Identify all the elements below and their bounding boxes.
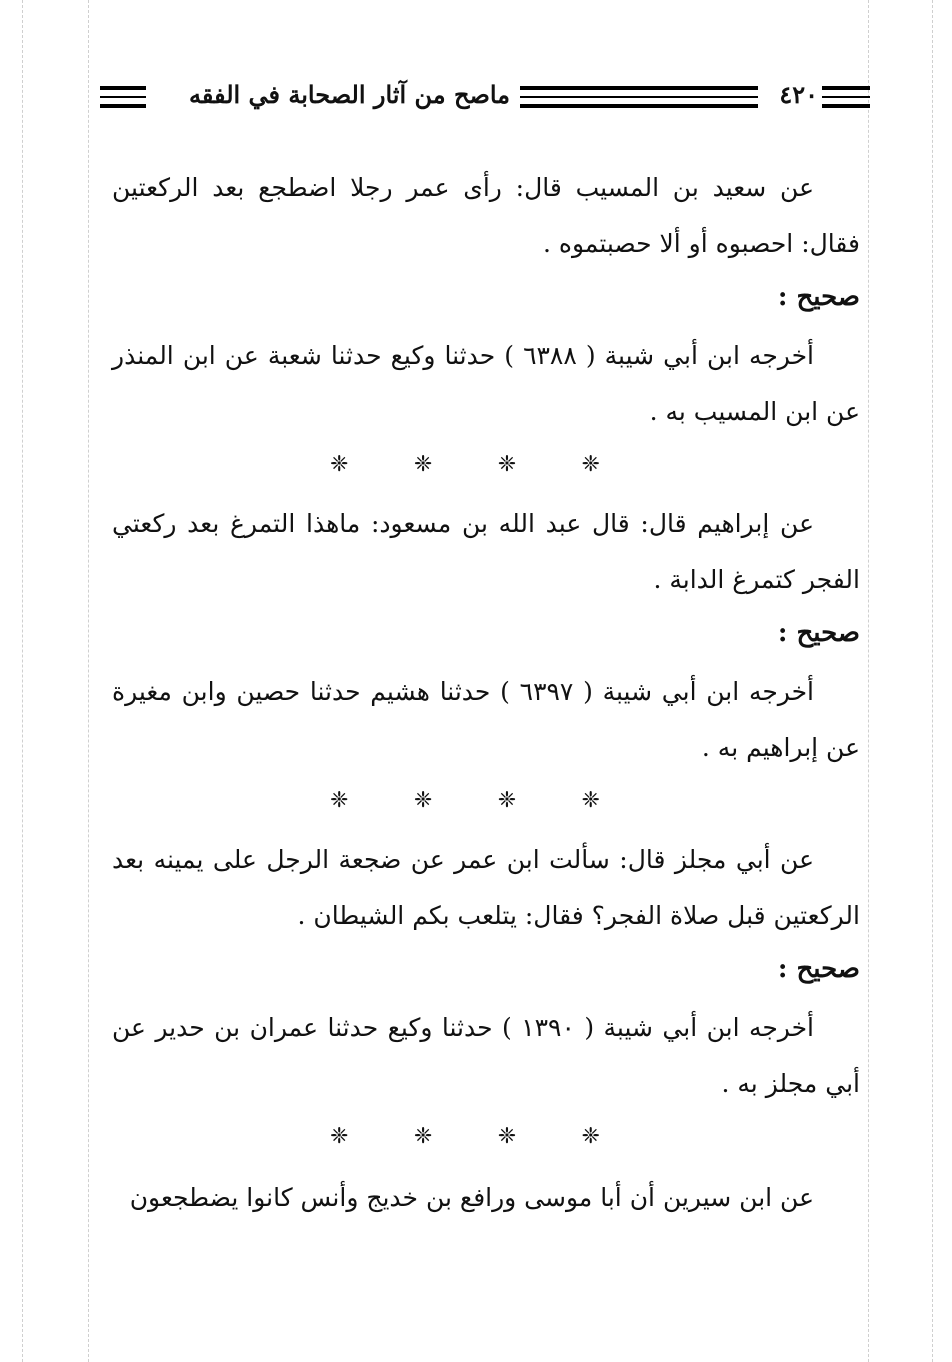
- star-ornament-icon: ❈: [413, 788, 433, 813]
- header-rule: [520, 86, 758, 90]
- page-number: ٤٢٠: [779, 80, 818, 109]
- book-title: ماصح من آثار الصحابة في الفقه: [189, 80, 510, 109]
- header-rule: [520, 96, 758, 98]
- narration-text: عن سعيد بن المسيب قال: رأى عمر رجلا اضطجع بعد الركعتين فقال: احصبوه أو ألا حصبتموه .: [112, 173, 860, 258]
- page-header: [100, 80, 870, 110]
- star-ornament-icon: ❈: [330, 452, 349, 477]
- narration-text: عن إبراهيم قال: قال عبد الله بن مسعود: ماهذا التمرغ بعد ركعتي الفجر كتمرغ الدابة .: [112, 509, 860, 594]
- header-rule: [100, 86, 146, 90]
- narration-text: عن ابن سيرين أن أبا موسى ورافع بن خديج وأنس كانوا يضطجعون: [129, 1183, 814, 1212]
- header-rule: [520, 104, 758, 108]
- separator: [330, 452, 600, 477]
- header-rule: [100, 96, 146, 98]
- star-ornament-icon: ❈: [497, 788, 517, 813]
- header-rule: [100, 104, 146, 108]
- grade-label: صحيح :: [777, 282, 860, 312]
- star-ornament-icon: ❈: [581, 452, 600, 477]
- grade-label: صحيح :: [777, 954, 860, 984]
- separator: [330, 1124, 600, 1149]
- star-ornament-icon: ❈: [497, 1124, 517, 1149]
- header-rule: [822, 104, 870, 108]
- narration-text: عن أبي مجلز قال: سألت ابن عمر عن ضجعة الرجل على يمينه بعد الركعتين قبل صلاة الفجر؟ فقال: يتلعب بكم الشيطان .: [112, 845, 860, 930]
- star-ornament-icon: ❈: [413, 452, 433, 477]
- source-text: أخرجه ابن أبي شيبة ( ١٣٩٠ ) حدثنا وكيع حدثنا عمران بن حدير عن أبي مجلز به .: [112, 1013, 860, 1098]
- star-ornament-icon: ❈: [330, 1124, 349, 1149]
- star-ornament-icon: ❈: [330, 788, 349, 813]
- star-ornament-icon: ❈: [413, 1124, 433, 1149]
- header-rule: [822, 96, 870, 98]
- source-text: أخرجه ابن أبي شيبة ( ٦٣٨٨ ) حدثنا وكيع حدثنا شعبة عن ابن المنذر عن ابن المسيب به .: [112, 341, 860, 426]
- header-rule: [822, 86, 870, 90]
- star-ornament-icon: ❈: [497, 452, 517, 477]
- source-text: أخرجه ابن أبي شيبة ( ٦٣٩٧ ) حدثنا هشيم حدثنا حصين وابن مغيرة عن إبراهيم به .: [112, 677, 860, 762]
- separator: [330, 788, 600, 813]
- star-ornament-icon: ❈: [581, 1124, 600, 1149]
- star-ornament-icon: ❈: [581, 788, 600, 813]
- grade-label: صحيح :: [777, 618, 860, 648]
